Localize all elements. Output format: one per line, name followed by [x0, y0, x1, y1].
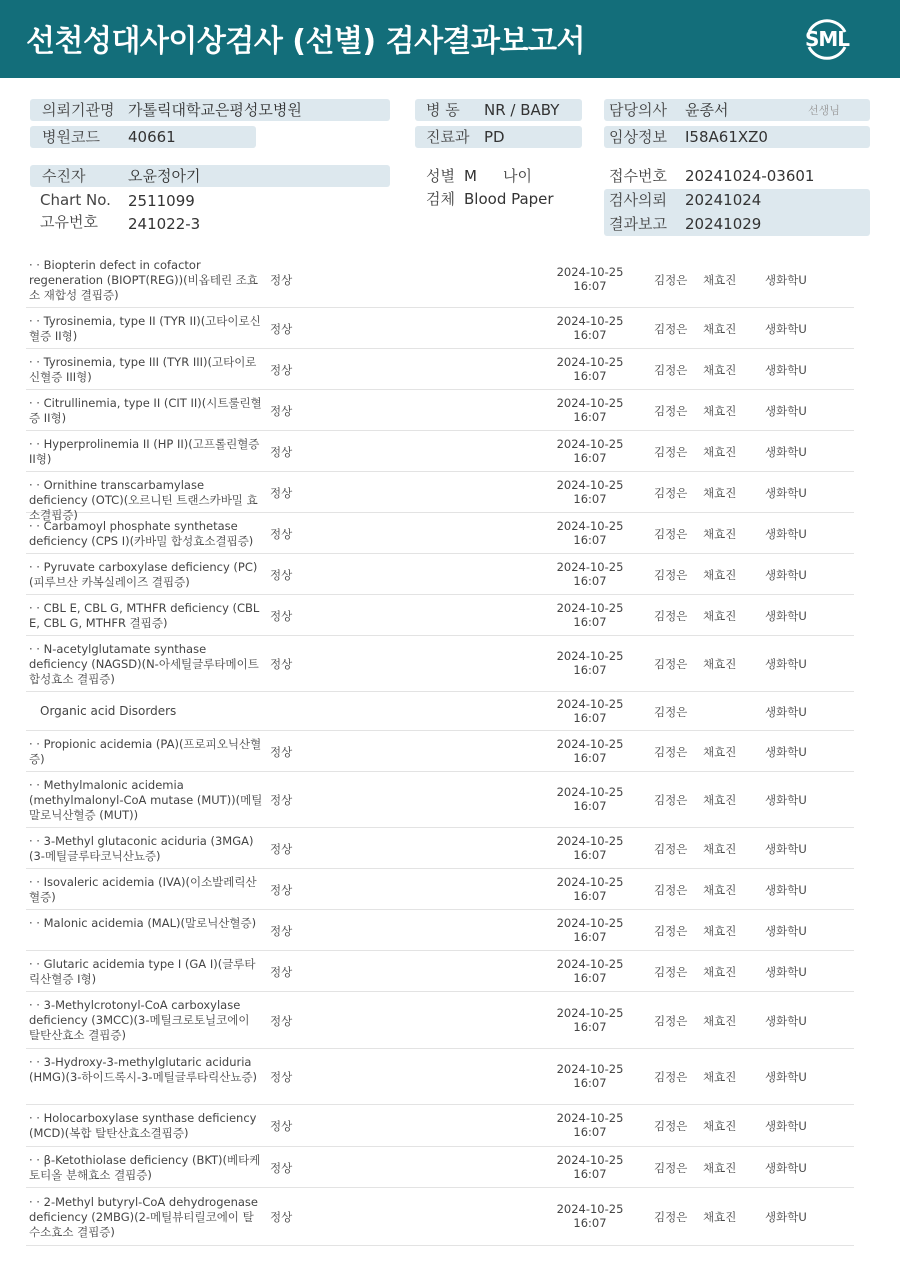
department: 생화학U: [765, 1013, 807, 1028]
patient-value: 오윤정아기: [128, 167, 201, 185]
collector-name: 채효진: [703, 1013, 737, 1028]
report-time: 16:07: [573, 614, 607, 629]
verifier-name: 김정은: [654, 526, 688, 541]
verifier-name: 김정은: [654, 657, 688, 671]
department: 생화학U: [765, 744, 807, 759]
result-row: [26, 472, 854, 522]
collector-name: 채효진: [703, 485, 737, 500]
verifier-name: 김정은: [654, 1160, 688, 1175]
report-datetime: [552, 1062, 628, 1090]
test-name: · · Biopterin defect in cofactor regeneration (BIOPT(REG))(비옵테린 조효소 재합성 결핍증): [29, 257, 258, 302]
report-time: 16:07: [573, 532, 607, 547]
collector-name: 채효진: [703, 1070, 737, 1084]
collector-name: 채효진: [703, 362, 737, 377]
verifier-name: 김정은: [654, 273, 688, 287]
specimen-label: 검체: [426, 190, 455, 208]
report-date: 2024-10-25: [556, 1152, 624, 1167]
report-time: 16:07: [573, 450, 607, 465]
result-row: [26, 308, 854, 349]
sex-label: 성별: [426, 167, 455, 185]
test-name: · · Glutaric acidemia type I (GA I)(글루타릭산혈증 I형): [29, 956, 256, 986]
department: 생화학U: [765, 403, 807, 418]
department: 생화학U: [765, 923, 807, 938]
institution-value: 가톨릭대학교은평성모병원: [128, 101, 302, 119]
test-result: 정상: [270, 1013, 293, 1028]
report-time: 16:07: [573, 799, 607, 813]
test-result: 정상: [270, 1160, 293, 1175]
collector-name: 채효진: [703, 1160, 737, 1175]
chart-no-value: 2511099: [128, 192, 195, 210]
doctor-value: 윤종서: [685, 101, 729, 119]
result-row: [26, 1049, 854, 1105]
department: 생화학U: [765, 793, 807, 807]
verifier-name: 김정은: [654, 1070, 688, 1084]
test-name: · · CBL E, CBL G, MTHFR deficiency (CBL E, CBL G, MTHFR 결핍증): [29, 600, 260, 630]
report-date: 2024-10-25: [556, 1062, 624, 1076]
department: 생화학U: [765, 444, 807, 459]
report-datetime: [552, 355, 628, 383]
test-result: 정상: [270, 608, 293, 623]
result-row: [26, 349, 854, 390]
verifier-name: 김정은: [654, 608, 688, 623]
report-datetime: [552, 1006, 628, 1034]
test-name: · · Methylmalonic acidemia (methylmalonyl-CoA mutase (MUT))(메틸말로닉산혈증 (MUT)): [29, 777, 263, 822]
hospital-code-value: 40661: [128, 128, 176, 146]
report-date: 2024-10-25: [556, 1202, 624, 1216]
report-time: 16:07: [573, 1166, 607, 1181]
clinical-value: I58A61XZ0: [685, 128, 768, 146]
verifier-name: 김정은: [654, 362, 688, 377]
report-time: 16:07: [573, 368, 607, 383]
report-date: 2024-10-25: [556, 313, 624, 328]
test-result: 정상: [270, 882, 293, 897]
ward-label: 병 동: [426, 101, 460, 119]
department: 생화학U: [765, 704, 807, 719]
patient-label: 수진자: [42, 167, 86, 185]
result-row: [26, 636, 854, 692]
department: 생화학U: [765, 321, 807, 336]
report-date: 2024-10-25: [556, 1111, 624, 1125]
report-datetime: [552, 834, 628, 862]
report-datetime: [552, 601, 628, 629]
department: 생화학U: [765, 1160, 807, 1175]
test-name: Organic acid Disorders: [40, 704, 177, 718]
department: 생화학U: [765, 273, 807, 287]
request-value: 20241024: [685, 191, 762, 209]
report-time: 16:07: [573, 888, 607, 903]
report-date: 2024-10-25: [556, 600, 624, 615]
report-value: 20241029: [685, 215, 762, 233]
chart-no-label: Chart No.: [40, 191, 111, 209]
department: 생화학U: [765, 882, 807, 897]
collector-name: 채효진: [703, 841, 737, 856]
result-row: [26, 910, 854, 951]
request-label: 검사의뢰: [609, 191, 667, 209]
report-time: 16:07: [573, 1216, 607, 1230]
test-name: · · 3-Methyl glutaconic aciduria (3MGA)(3-메틸글루타코닉산뇨증): [29, 833, 254, 863]
sex-value: M: [464, 167, 477, 185]
report-date: 2024-10-25: [556, 395, 624, 410]
verifier-name: 김정은: [654, 1119, 688, 1133]
test-name: · · Holocarboxylase synthase deficiency (MCD)(복합 탈탄산효소결핍증): [29, 1111, 257, 1140]
test-name: · · Propionic acidemia (PA)(프로피오닉산혈증): [29, 736, 262, 766]
result-row: [26, 1188, 854, 1246]
report-datetime: [552, 649, 628, 677]
report-time: 16:07: [573, 847, 607, 862]
report-time: 16:07: [573, 279, 607, 293]
test-name: · · Tyrosinemia, type II (TYR II)(고타이로신혈증 II형): [29, 313, 261, 343]
verifier-name: 김정은: [654, 793, 688, 807]
report-time: 16:07: [573, 409, 607, 424]
report-datetime: [552, 314, 628, 342]
test-name: · · Hyperprolinemia II (HP II)(고프롤린혈증 II형): [29, 436, 260, 466]
department: 생화학U: [765, 1070, 807, 1084]
report-datetime: [552, 396, 628, 424]
collector-name: 채효진: [703, 608, 737, 623]
collector-name: 채효진: [703, 321, 737, 336]
report-datetime: [552, 1153, 628, 1181]
report-title: 선천성대사이상검사 (선별) 검사결과보고서: [26, 24, 585, 59]
report-date: 2024-10-25: [556, 649, 624, 663]
test-result: 정상: [270, 403, 293, 418]
collector-name: 채효진: [703, 793, 737, 807]
result-row: [26, 869, 854, 910]
report-time: 16:07: [573, 1125, 607, 1139]
department: 생화학U: [765, 964, 807, 979]
report-datetime: [552, 519, 628, 547]
result-row: [26, 692, 854, 731]
report-time: 16:07: [573, 663, 607, 677]
report-time: 16:07: [573, 929, 607, 944]
result-row: [26, 1147, 854, 1188]
result-row: [26, 772, 854, 828]
test-result: 정상: [270, 273, 293, 287]
verifier-name: 김정은: [654, 444, 688, 459]
collector-name: 채효진: [703, 273, 737, 287]
collector-name: 채효진: [703, 403, 737, 418]
report-time: 16:07: [573, 327, 607, 342]
verifier-name: 김정은: [654, 321, 688, 336]
result-row: [26, 431, 854, 472]
report-date: 2024-10-25: [556, 265, 624, 279]
department: 생화학U: [765, 567, 807, 582]
institution-label: 의뢰기관명: [42, 101, 115, 119]
report-date: 2024-10-25: [556, 956, 624, 971]
result-row: [26, 554, 854, 595]
department: 생화학U: [765, 1210, 807, 1224]
hospital-code-label: 병원코드: [42, 128, 100, 146]
test-name: · · β-Ketothiolase deficiency (BKT)(베타케토티올 분해효소 결핍증): [29, 1152, 261, 1182]
test-result: 정상: [270, 1070, 293, 1084]
collector-name: 채효진: [703, 882, 737, 897]
test-result: 정상: [270, 964, 293, 979]
test-result: 정상: [270, 567, 293, 582]
doctor-label: 담당의사: [609, 101, 667, 119]
result-row: [26, 252, 854, 308]
report-datetime: [552, 1111, 628, 1139]
test-result: 정상: [270, 657, 293, 671]
department: 생화학U: [765, 1119, 807, 1133]
test-result: 정상: [270, 793, 293, 807]
report-time: 16:07: [573, 750, 607, 765]
report-datetime: [552, 697, 628, 725]
collector-name: 채효진: [703, 657, 737, 671]
test-name: · · 2-Methyl butyryl-CoA dehydrogenase deficiency (2MBG)(2-메틸뷰티릴코에이 탈수소효소 결핍증): [29, 1194, 258, 1239]
report-datetime: [552, 437, 628, 465]
report-date: 2024-10-25: [556, 785, 624, 799]
department: 생화학U: [765, 362, 807, 377]
test-result: 정상: [270, 1119, 293, 1133]
result-row: [26, 992, 854, 1049]
report-datetime: [552, 916, 628, 944]
department: 생화학U: [765, 841, 807, 856]
receipt-value: 20241024-03601: [685, 167, 815, 185]
collector-name: 채효진: [703, 744, 737, 759]
collector-name: 채효진: [703, 444, 737, 459]
test-result: 정상: [270, 444, 293, 459]
test-name: · · 3-Methylcrotonyl-CoA carboxylase deficiency (3MCC)(3-메틸크로토닐코에이 탈탄산효소 결핍증): [29, 998, 250, 1042]
sml-logo: [800, 12, 854, 66]
result-row: [26, 513, 854, 554]
report-date: 2024-10-25: [556, 559, 624, 574]
department: 생화학U: [765, 526, 807, 541]
test-name: · · Tyrosinemia, type III (TYR III)(고타이로신혈증 III형): [29, 354, 257, 384]
report-time: 16:07: [573, 1076, 607, 1090]
report-datetime: [552, 737, 628, 765]
verifier-name: 김정은: [654, 704, 688, 719]
receipt-label: 접수번호: [609, 167, 667, 185]
report-date: 2024-10-25: [556, 477, 624, 492]
report-date: 2024-10-25: [556, 915, 624, 930]
test-name: · · Carbamoyl phosphate synthetase deficiency (CPS I)(카바밀 합성효소결핍증): [29, 518, 254, 548]
specimen-value: Blood Paper: [464, 190, 554, 208]
collector-name: 채효진: [703, 526, 737, 541]
report-date: 2024-10-25: [556, 436, 624, 451]
report-date: 2024-10-25: [556, 354, 624, 369]
test-name: · · Pyruvate carboxylase deficiency (PC)(피루브산 카복실레이즈 결핍증): [29, 559, 258, 589]
test-result: 정상: [270, 841, 293, 856]
dept-label: 진료과: [426, 128, 470, 146]
verifier-name: 김정은: [654, 1013, 688, 1028]
test-result: 정상: [270, 362, 293, 377]
verifier-name: 김정은: [654, 1210, 688, 1224]
test-result: 정상: [270, 1210, 293, 1224]
result-row: [26, 951, 854, 992]
report-time: 16:07: [573, 1019, 607, 1034]
collector-name: 채효진: [703, 1119, 737, 1133]
report-datetime: [552, 560, 628, 588]
test-result: 정상: [270, 526, 293, 541]
report-time: 16:07: [573, 491, 607, 506]
report-date: 2024-10-25: [556, 736, 624, 751]
collector-name: 채효진: [703, 964, 737, 979]
test-result: 정상: [270, 321, 293, 336]
logo-text: SML: [804, 27, 850, 51]
report-datetime: [552, 1202, 628, 1230]
verifier-name: 김정은: [654, 485, 688, 500]
result-row: [26, 595, 854, 636]
verifier-name: 김정은: [654, 923, 688, 938]
ward-value: NR / BABY: [484, 101, 560, 119]
collector-name: 채효진: [703, 923, 737, 938]
age-label: 나이: [503, 167, 532, 185]
result-row: [26, 390, 854, 431]
unique-no-value: 241022-3: [128, 215, 201, 233]
test-name: · · 3-Hydroxy-3-methylglutaric aciduria (HMG)(3-하이드록시-3-메틸글루타릭산뇨증): [29, 1054, 258, 1084]
department: 생화학U: [765, 608, 807, 623]
test-result: 정상: [270, 744, 293, 759]
collector-name: 채효진: [703, 567, 737, 582]
result-row: [26, 731, 854, 772]
report-datetime: [552, 875, 628, 903]
report-header-banner: [0, 0, 900, 78]
department: 생화학U: [765, 485, 807, 500]
report-date: 2024-10-25: [556, 696, 624, 711]
doctor-suffix: 선생님: [808, 104, 840, 117]
verifier-name: 김정은: [654, 744, 688, 759]
test-name: · · Malonic acidemia (MAL)(말로닉산혈증): [29, 915, 257, 930]
report-datetime: [552, 265, 628, 293]
verifier-name: 김정은: [654, 882, 688, 897]
report-datetime: [552, 957, 628, 985]
report-date: 2024-10-25: [556, 874, 624, 889]
report-datetime: [552, 785, 628, 813]
report-date: 2024-10-25: [556, 833, 624, 848]
report-label: 결과보고: [609, 215, 667, 233]
report-time: 16:07: [573, 970, 607, 985]
verifier-name: 김정은: [654, 403, 688, 418]
result-row: [26, 828, 854, 869]
test-result: 정상: [270, 923, 293, 938]
report-time: 16:07: [573, 573, 607, 588]
verifier-name: 김정은: [654, 841, 688, 856]
report-datetime: [552, 478, 628, 506]
dept-value: PD: [484, 128, 505, 146]
clinical-label: 임상정보: [609, 128, 667, 146]
collector-name: 채효진: [703, 1210, 737, 1224]
test-name: · · Ornithine transcarbamylase deficiency (OTC)(오르니틴 트랜스카바밀 효소결핍증): [29, 477, 258, 522]
unique-no-label: 고유번호: [40, 213, 98, 231]
report-date: 2024-10-25: [556, 1005, 624, 1020]
test-name: · · N-acetylglutamate synthase deficiency (NAGSD)(N-아세틸글루타메이트 합성효소 결핍증): [29, 641, 259, 686]
result-row: [26, 1105, 854, 1147]
department: 생화학U: [765, 657, 807, 671]
test-result: 정상: [270, 485, 293, 500]
verifier-name: 김정은: [654, 567, 688, 582]
report-time: 16:07: [573, 710, 607, 725]
report-date: 2024-10-25: [556, 518, 624, 533]
test-name: · · Isovaleric acidemia (IVA)(이소발레릭산혈증): [29, 874, 257, 904]
verifier-name: 김정은: [654, 964, 688, 979]
test-name: · · Citrullinemia, type II (CIT II)(시트룰린혈증 II형): [29, 395, 262, 425]
